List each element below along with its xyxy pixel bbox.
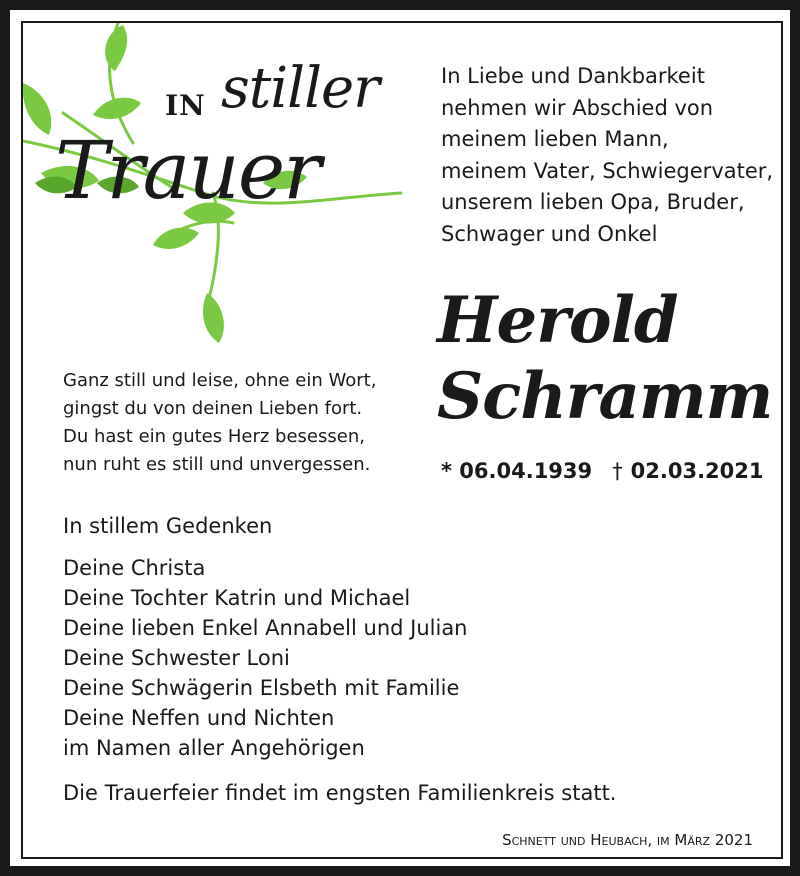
deceased-last-name: Schramm (437, 359, 773, 434)
poem-line: Du hast ein gutes Herz besessen, (63, 426, 365, 447)
signer-line: Deine Schwägerin Elsbeth mit Familie (63, 676, 460, 700)
intro-text (441, 61, 791, 250)
poem-line: Ganz still und leise, ohne ein Wort, (63, 370, 377, 391)
notice-panel (21, 21, 783, 859)
intro-line: In Liebe und Dankbarkeit (441, 64, 705, 88)
title-in: IN (165, 89, 206, 122)
intro-line: Schwager und Onkel (441, 221, 658, 246)
poem-line: nun ruht es still und unvergessen. (63, 454, 371, 475)
intro-line: meinem Vater, Schwiegervater, (441, 158, 774, 183)
intro-line: meinem lieben Mann, (441, 127, 669, 151)
birth-date: * 06.04.1939 (441, 459, 593, 483)
signer-line: Deine Christa (63, 556, 206, 580)
signer-line: Deine lieben Enkel Annabell und Julian (63, 616, 468, 640)
title-stiller: stiller (221, 56, 379, 121)
poem (63, 367, 423, 479)
place-and-date: Schnett und Heubach, im März 2021 (502, 831, 753, 849)
deceased-first-name: Herold (437, 283, 678, 358)
intro-line: nehmen wir Abschied von (441, 95, 714, 120)
ceremony-note: Die Trauerfeier findet im engsten Familienkreis statt. (63, 781, 617, 805)
death-date: 02.03.2021 (630, 459, 764, 483)
signer-line: Deine Tochter Katrin und Michael (63, 586, 411, 610)
signers-list (63, 553, 468, 763)
life-dates (441, 459, 781, 483)
signer-line: Deine Schwester Loni (63, 646, 290, 670)
title-trauer: Trauer (55, 124, 320, 217)
signer-line: im Namen aller Angehörigen (63, 736, 365, 760)
dagger-icon: † (612, 459, 623, 483)
poem-line: gingst du von deinen Lieben fort. (63, 398, 363, 419)
intro-line: unserem lieben Opa, Bruder, (441, 190, 745, 214)
header-artwork (23, 23, 423, 363)
signer-line: Deine Neffen und Nichten (63, 706, 335, 730)
memory-heading: In stillem Gedenken (63, 514, 273, 538)
